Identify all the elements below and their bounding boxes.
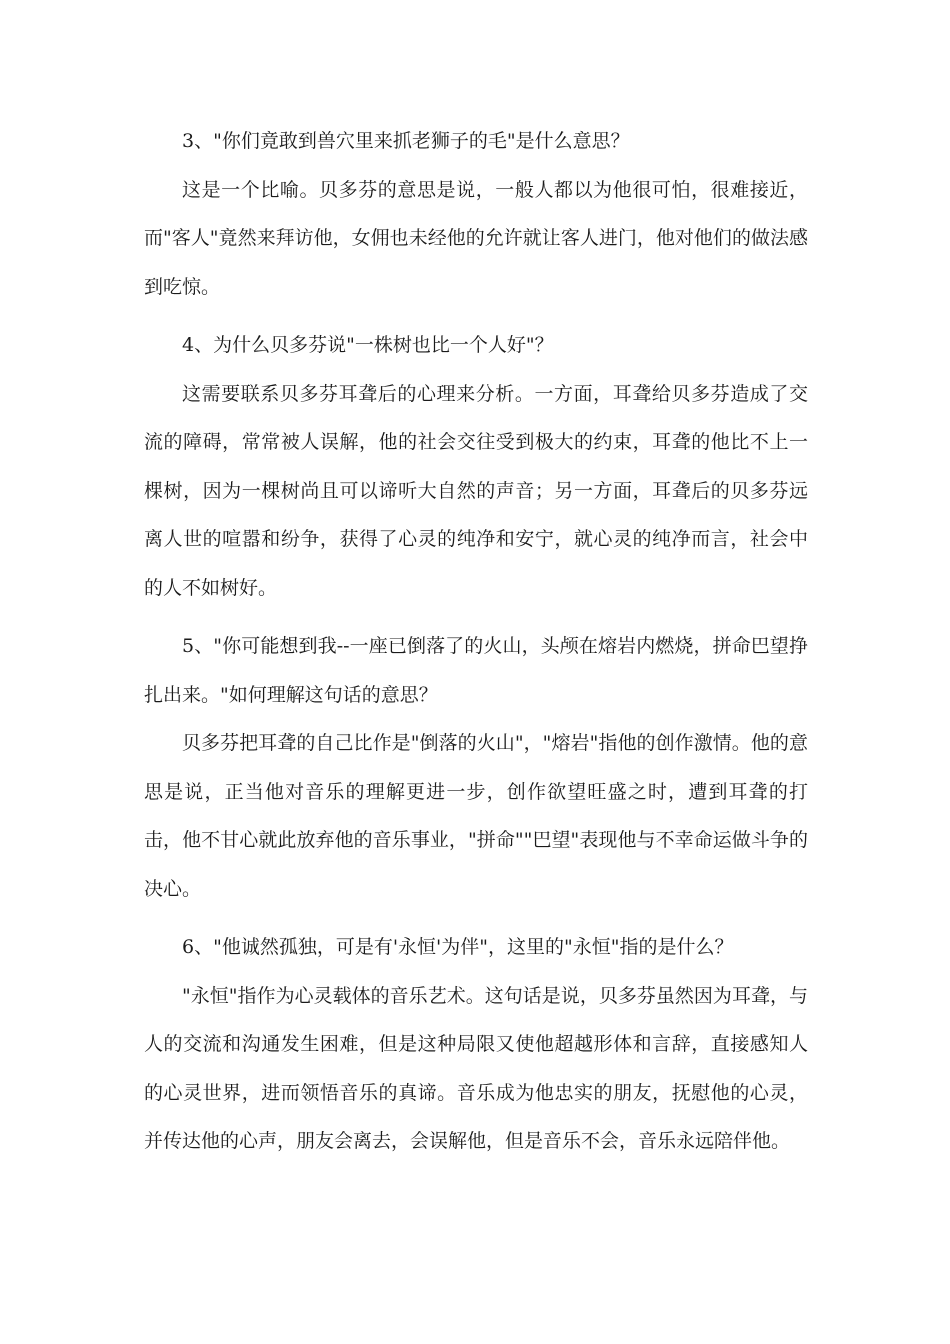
- document-body: [144, 117, 808, 1176]
- qa-section-6: [144, 923, 808, 1166]
- answer-4: 这需要联系贝多芬耳聋后的心理来分析。一方面，耳聋给贝多芬造成了交流的障碍，常常被人误解，他的社会交往受到极大的约束，耳聋的他比不上一棵树，因为一棵树尚且可以谛听大自然的声音；另一方面，耳聋后的贝多芬远离人世的喧嚣和纷争，获得了心灵的纯净和安宁，就心灵的纯净而言，社会中的人不如树好。: [144, 382, 808, 599]
- qa-section-3: [144, 117, 808, 311]
- question-5: 5、"你可能想到我--一座已倒落了的火山，头颅在熔岩内燃烧，拼命巴望挣扎出来。"如何理解这句话的意思？: [144, 635, 808, 706]
- qa-section-4: [144, 321, 808, 612]
- question-3: 3、"你们竟敢到兽穴里来抓老狮子的毛"是什么意思？: [182, 130, 630, 152]
- answer-5: 贝多芬把耳聋的自己比作是"倒落的火山"，"熔岩"指他的创作激情。他的意思是说，正当他对音乐的理解更进一步，创作欲望旺盛之时，遭到耳聋的打击，他不甘心就此放弃他的音乐事业，"拼命""巴望"表现他与不幸命运做斗争的决心。: [144, 732, 808, 900]
- qa-section-5: [144, 622, 808, 913]
- question-6: 6、"他诚然孤独，可是有'永恒'为伴"，这里的"永恒"指的是什么？: [182, 936, 734, 958]
- question-4: 4、为什么贝多芬说"一株树也比一个人好"？: [182, 334, 554, 356]
- answer-3: 这是一个比喻。贝多芬的意思是说，一般人都以为他很可怕，很难接近，而"客人"竟然来拜访他，女佣也未经他的允许就让客人进门，他对他们的做法感到吃惊。: [144, 178, 808, 298]
- answer-6: "永恒"指作为心灵载体的音乐艺术。这句话是说，贝多芬虽然因为耳聋，与人的交流和沟通发生困难，但是这种局限又使他超越形体和言辞，直接感知人的心灵世界，进而领悟音乐的真谛。音乐成为他忠实的朋友，抚慰他的心灵，并传达他的心声，朋友会离去，会误解他，但是音乐不会，音乐永远陪伴他。: [144, 984, 808, 1152]
